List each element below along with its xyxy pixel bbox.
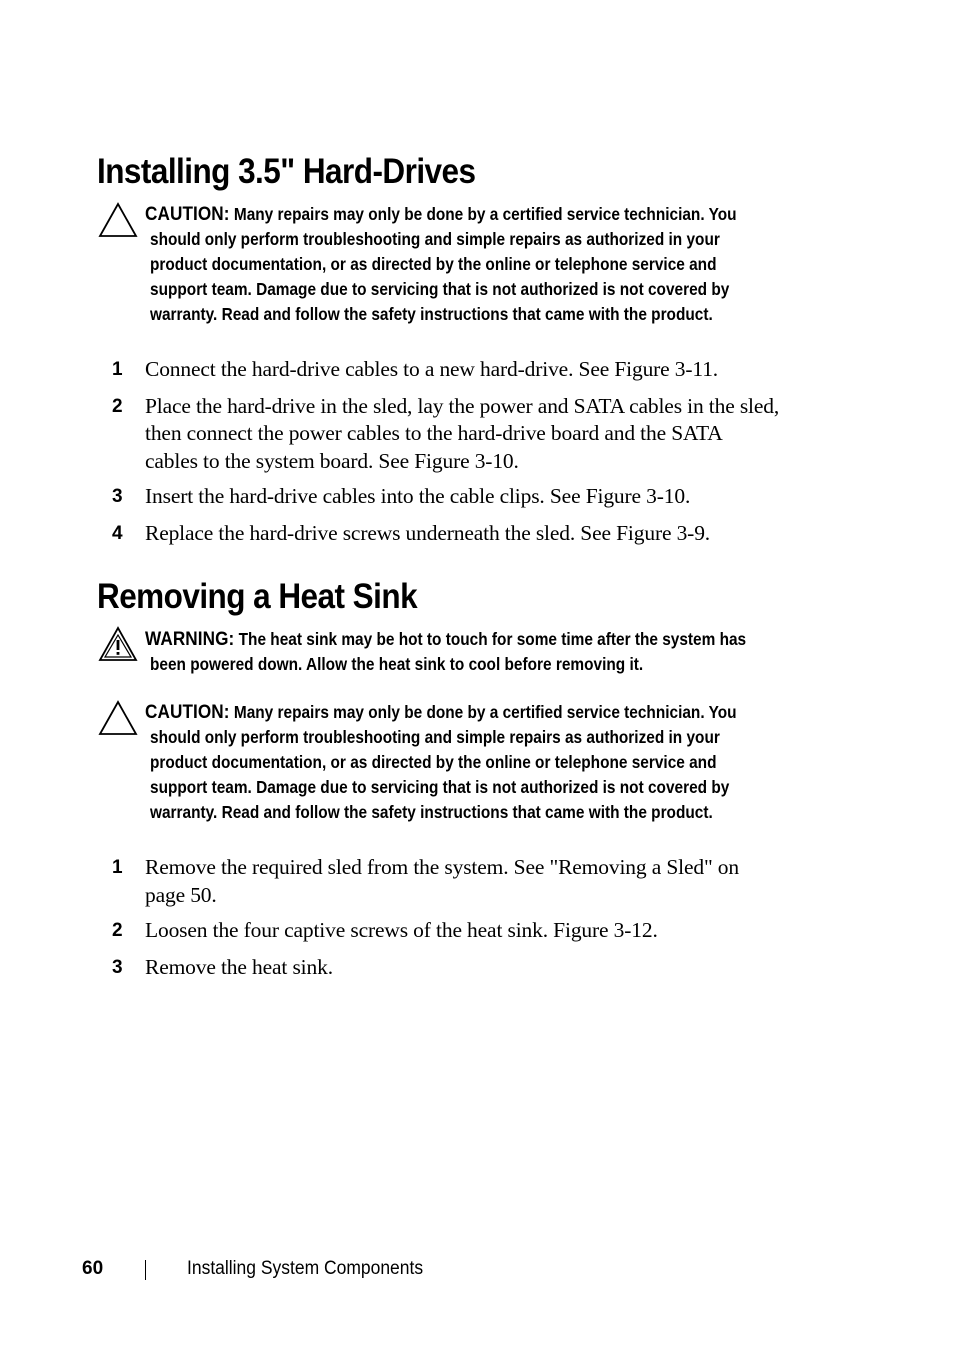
step-text: Connect the hard-drive cables to a new hard-drive. See Figure 3-11. [145,357,719,381]
caution-label: CAUTION: [145,701,230,723]
step-text: page 50. [145,882,217,907]
caution-triangle-icon [98,200,138,240]
step-number: 1 [112,857,123,878]
caution-label: CAUTION: [145,203,230,225]
step-number: 2 [112,395,123,417]
list-item [112,356,832,384]
list-item [112,483,832,511]
page-number: 60 [82,1258,104,1279]
list-item [112,917,832,945]
step-number: 4 [112,522,123,544]
chapter-title: Installing System Components [187,1258,424,1279]
caution-text: product documentation, or as directed by the online or telephone service and [150,254,717,274]
step-text: Remove the required sled from the system. See "Removing a Sled" on [145,855,740,879]
step-text: Remove the heat sink. [145,954,333,979]
caution-triangle-icon [98,698,138,738]
footer-divider [145,1260,146,1280]
caution-text: should only perform troubleshooting and simple repairs as authorized in your [150,229,720,249]
step-number: 3 [112,486,123,507]
step-text: Replace the hard-drive screws underneath the sled. See Figure 3-9. [145,520,711,545]
caution-text: warranty. Read and follow the safety instructions that came with the product. [150,304,713,324]
warning-text: been powered down. Allow the heat sink to cool before removing it. [150,654,644,674]
warning-label: WARNING: [145,628,235,650]
step-text: Loosen the four captive screws of the heat sink. Figure 3-12. [145,918,658,942]
section-title-remove-heat-sink: Removing a Heat Sink [97,577,418,616]
caution-text: Many repairs may only be done by a certified service technician. You [233,204,737,224]
warning-triangle-icon [98,624,138,664]
step-text: then connect the power cables to the hard-drive board and the SATA [145,421,723,445]
heat-sink-steps-list [112,854,832,981]
list-item [112,520,832,548]
warning-text: The heat sink may be hot to touch for some time after the system has [238,629,747,649]
caution-text: support team. Damage due to servicing that is not authorized is not covered by [150,777,730,797]
step-text: Place the hard-drive in the sled, lay the power and SATA cables in the sled, [145,393,780,418]
install-steps-list [112,356,832,547]
caution-text: Many repairs may only be done by a certified service technician. You [233,702,737,722]
step-number: 3 [112,956,123,978]
step-text: Insert the hard-drive cables into the cable clips. See Figure 3-10. [145,484,691,508]
step-number: 2 [112,920,123,941]
section-title-install-hard-drives: Installing 3.5" Hard-Drives [97,152,476,191]
step-number: 1 [112,359,123,380]
caution-text: should only perform troubleshooting and simple repairs as authorized in your [150,727,720,747]
list-item [112,954,832,982]
caution-text: warranty. Read and follow the safety instructions that came with the product. [150,802,713,822]
list-item [112,854,832,909]
caution-text: product documentation, or as directed by the online or telephone service and [150,752,717,772]
caution-text: support team. Damage due to servicing that is not authorized is not covered by [150,279,730,299]
list-item [112,393,832,476]
step-text: cables to the system board. See Figure 3-10. [145,448,519,473]
